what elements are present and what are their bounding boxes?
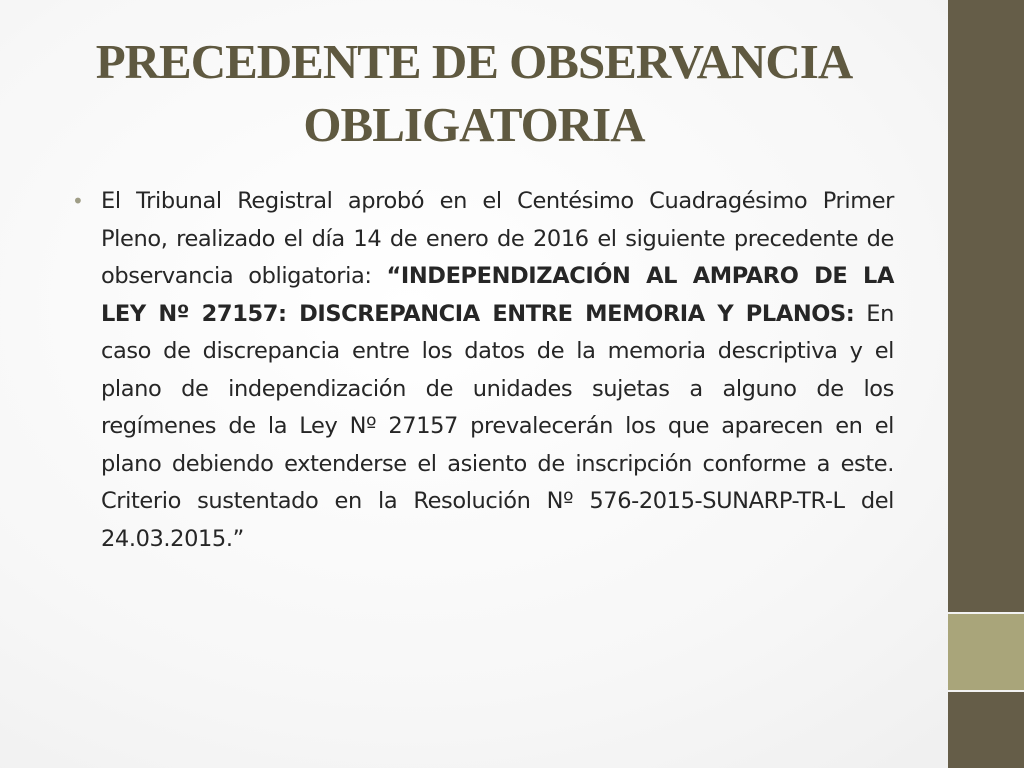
bullet-icon: • (72, 189, 84, 213)
bullet-paragraph (72, 183, 894, 558)
paragraph-text-intro: El Tribunal Registral aprobó en el Centésimo Cuadragésimo Primer Pleno, realizado el día 14 de enero de 2016 el siguiente precedente de observancia obligatoria: (101, 188, 894, 289)
slide-title (40, 30, 908, 156)
sidebar-divider (948, 690, 1024, 692)
slide-body (72, 183, 894, 558)
slide-title-line-1: PRECEDENTE DE OBSERVANCIA (95, 34, 853, 89)
paragraph-text-bold: “INDEPENDIZACIÓN AL AMPARO DE LA LEY Nº 27157: DISCREPANCIA ENTRE MEMORIA Y PLANOS: (101, 263, 894, 327)
paragraph-text-body: En caso de discrepancia entre los datos de la memoria descriptiva y el plano de independización de unidades sujetas a alguno de los regímenes de la Ley Nº 27157 prevalecerán los que aparecen en el plano debiendo extenderse el asiento de inscripción conforme a este. Criterio sustentado en la Resolución Nº 576-2015-SUNARP-TR-L del 24.03.2015.” (101, 300, 894, 552)
slide-title-line-2: OBLIGATORIA (303, 97, 645, 152)
sidebar-accent-block (948, 614, 1024, 690)
